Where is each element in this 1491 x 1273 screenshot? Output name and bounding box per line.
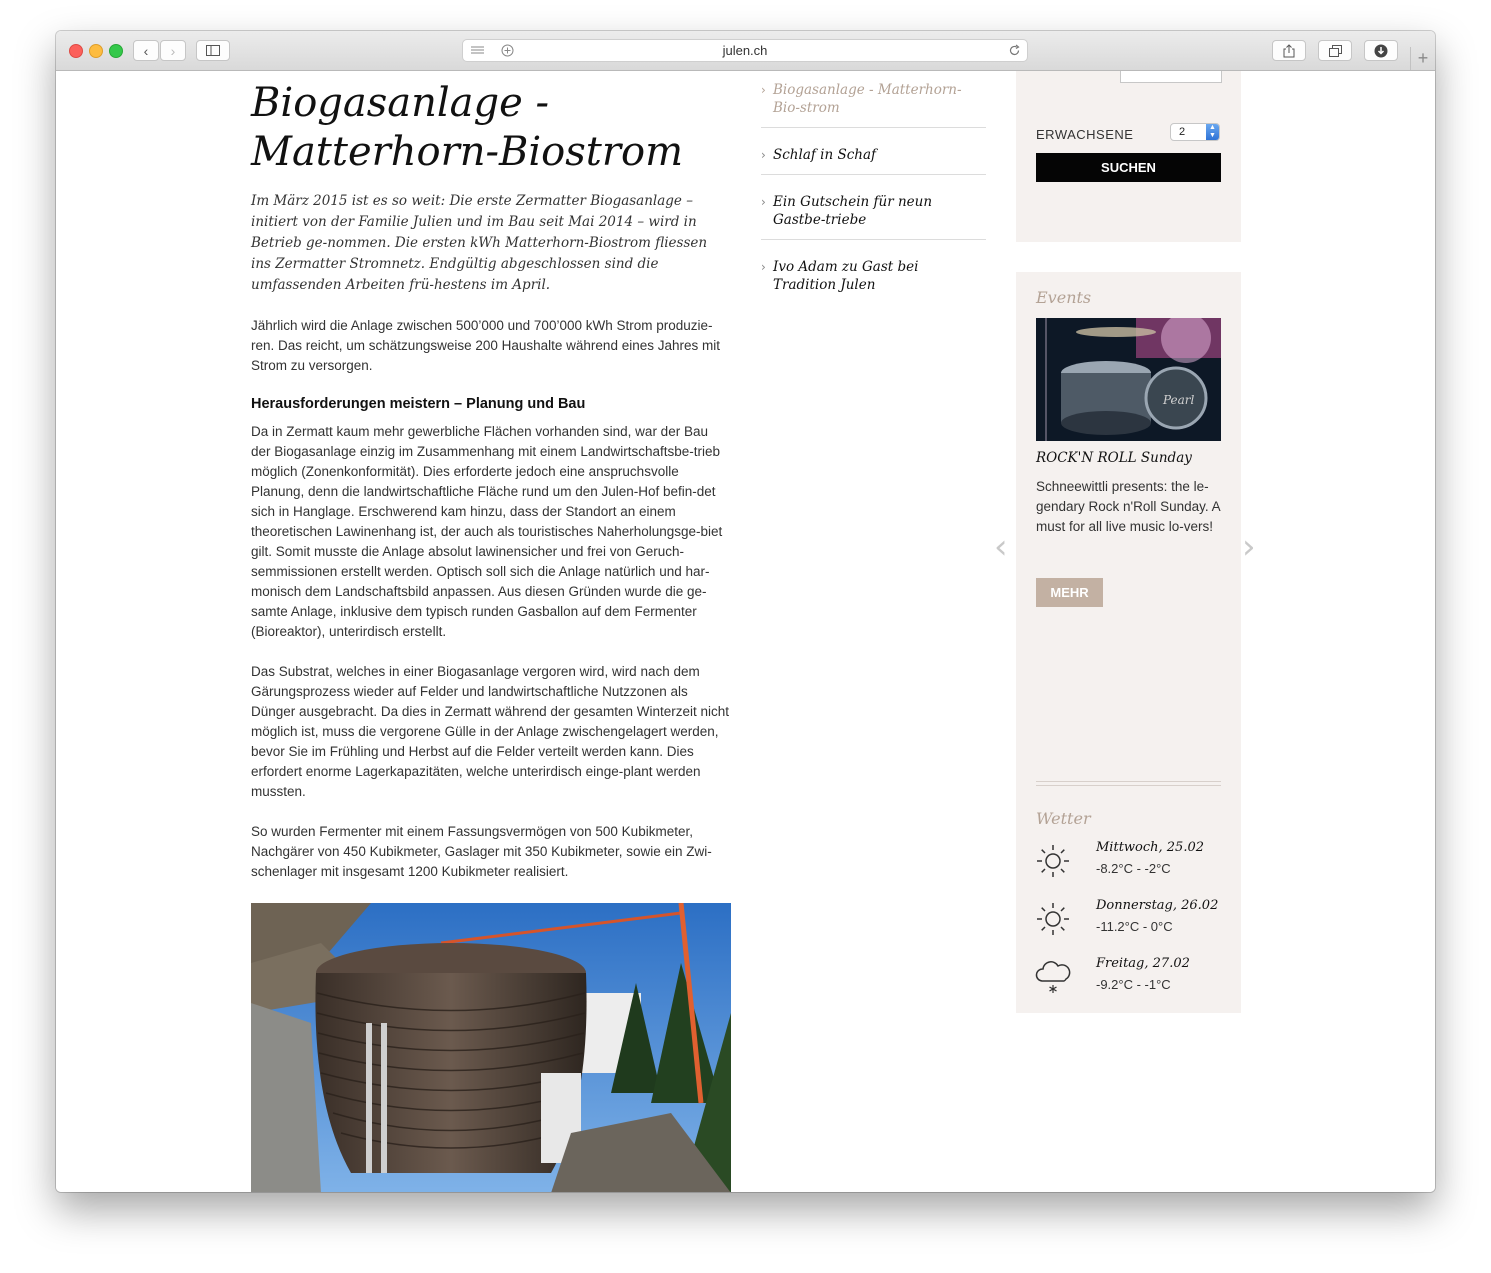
related-article-label: Ein Gutschein für neun Gastbe-triebe <box>773 194 933 228</box>
event-description: Schneewittli presents: the le-gendary Rock n'Roll Sunday. A must for all live music lo-vers! <box>1036 479 1220 534</box>
article-title: Biogasanlage - Matterhorn-Biostrom <box>251 80 683 175</box>
weather-heading: Wetter <box>1036 809 1091 828</box>
sidebar-button[interactable] <box>196 40 230 61</box>
adults-stepper[interactable] <box>1170 123 1220 141</box>
stepper-arrows-icon: ▲ ▼ <box>1206 124 1219 140</box>
event-title[interactable]: ROCK'N ROLL Sunday <box>1036 450 1192 466</box>
url-text: julen.ch <box>722 43 768 58</box>
more-button[interactable]: MEHR <box>1036 578 1103 607</box>
chevron-right-icon: › <box>761 83 766 97</box>
section-divider <box>1036 781 1221 786</box>
event-drum-photo[interactable] <box>1036 318 1221 441</box>
adults-label: ERWACHSENE <box>1036 127 1134 142</box>
weather-temperature: -8.2°C - -2°C <box>1096 861 1171 876</box>
zoom-window-button[interactable] <box>109 44 123 58</box>
back-button[interactable] <box>133 40 159 61</box>
booking-panel <box>1016 71 1241 242</box>
article-paragraph: Das Substrat, welches in einer Biogasanlage vergoren wird, wird nach dem Gärungsprozess wieder auf Felder und landwirtschaftliche Nutzzonen als Dünger ausgebracht. Da dies in Zermatt während der gesamten Winterzeit nicht möglich ist, muss die vergorene Gülle in der Anlage zwischengelagert werden, bevor Sie im Frühling und Herbst auf die Felder verteilt werden kann. Dies erfordert enorme Lagerkapazitäten, welche unterirdisch einge-plant werden mussten. <box>251 664 729 799</box>
article-paragraph: Jährlich wird die Anlage zwischen 500’000 und 700’000 kWh Strom produzie-ren. Das reicht, um schätzungsweise 200 Haushalte während eines Jahres mit Strom zu versorgen. <box>251 318 720 373</box>
related-article-item[interactable] <box>761 79 986 128</box>
close-window-button[interactable] <box>69 44 83 58</box>
download-icon <box>1374 44 1388 58</box>
article-paragraph: So wurden Fermenter mit einem Fassungsvermögen von 500 Kubikmeter, Nachgärer von 450 Kubikmeter, Gaslager mit 350 Kubikmeter, sowie ein Zwi-schenlager mit insgesamt 1200 Kubikmeter realisiert. <box>251 824 712 879</box>
reload-icon[interactable] <box>1008 44 1021 57</box>
chevron-right-icon: › <box>170 43 176 59</box>
article-subheading: Herausforderungen meistern – Planung und Bau <box>251 396 586 412</box>
weather-day-label: Mittwoch, 25.02 <box>1096 840 1205 855</box>
weather-temperature: -11.2°C - 0°C <box>1096 919 1173 934</box>
sun-icon <box>1034 842 1072 880</box>
related-articles-list <box>761 79 986 312</box>
arrival-date-field[interactable] <box>1120 71 1222 83</box>
minimize-window-button[interactable] <box>89 44 103 58</box>
related-article-item[interactable] <box>761 183 986 240</box>
sidebar-events-weather <box>994 272 1256 1013</box>
svg-text:Pearl: Pearl <box>1163 393 1195 407</box>
adults-value: 2 <box>1179 126 1186 138</box>
weather-day-label: Donnerstag, 26.02 <box>1096 898 1219 913</box>
new-tab-button[interactable] <box>1410 47 1435 70</box>
browser-toolbar <box>56 31 1435 71</box>
search-button[interactable]: SUCHEN <box>1036 153 1221 182</box>
sidebar-icon <box>206 45 220 56</box>
tabs-icon <box>1329 45 1342 57</box>
biogas-construction-photo <box>251 903 731 1192</box>
sun-icon <box>1034 900 1072 938</box>
address-bar[interactable] <box>462 39 1028 62</box>
article-lead: Im März 2015 ist es so weit: Die erste Zermatter Biogasanlage – initiert von der Familie Julien und im Bau seit Mai 2014 – wird in Betrieb ge-nommen. Die ersten kWh Matterhorn-Biostrom fliessen ins Zermatter Stromnetz. Endgültig abgeschlossen sind die umfassenden Arbeiten frü-hestens im April. <box>251 193 708 293</box>
events-heading: Events <box>1036 288 1092 307</box>
next-event-arrow-icon[interactable]: › <box>1242 527 1256 567</box>
weather-temperature: -9.2°C - -1°C <box>1096 977 1171 992</box>
related-article-label: Biogasanlage - Matterhorn-Bio-strom <box>773 82 962 116</box>
article-paragraph: Da in Zermatt kaum mehr gewerbliche Flächen vorhanden sind, war der Bau der Biogasanlage einzig im Zusammenhang mit einem Landwirtschaftsbe-trieb möglich (Zonenkonformität). Dies erforderte jedoch eine anspruchsvolle Planung, denn die landwirtschaftliche Fläche rund um den Julen-Hof befin-det sich in Hanglage. Erschwerend kam hinzu, dass der Standort an einem theoretischen Lawinenhang ist, der auch als touristisches Naherholungsge-biet gilt. Somit musste die Anlage absolut lawinensicher und frei von Geruch-semmissionen erstellt werden. Optisch soll sich die Anlage natürlich und har-monisch dem Landschaftsbild anpassen. Aus diesen Gründen wurde die ge-samte Anlage, inklusive dem typisch runden Gasballon auf dem Fermenter (Bioreaktor), unterirdisch erstellt. <box>251 424 723 639</box>
previous-event-arrow-icon[interactable]: ‹ <box>994 527 1008 567</box>
chevron-right-icon: › <box>761 260 766 274</box>
share-icon <box>1283 44 1295 58</box>
plus-icon: + <box>1417 48 1429 68</box>
chevron-right-icon: › <box>761 195 766 209</box>
chevron-left-icon: ‹ <box>143 43 149 59</box>
related-article-label: Ivo Adam zu Gast bei Tradition Julen <box>773 259 919 293</box>
tabs-overview-button[interactable] <box>1318 40 1352 61</box>
share-button[interactable] <box>1272 40 1306 61</box>
related-article-label: Schlaf in Schaf <box>773 147 877 163</box>
related-article-item[interactable] <box>761 248 986 304</box>
snow-cloud-icon <box>1034 957 1072 995</box>
chevron-right-icon: › <box>761 148 766 162</box>
page-viewport <box>56 71 1435 1192</box>
forward-button[interactable] <box>160 40 186 61</box>
downloads-button[interactable] <box>1364 40 1398 61</box>
weather-day-label: Freitag, 27.02 <box>1096 956 1190 971</box>
browser-window <box>56 31 1435 1192</box>
related-article-item[interactable] <box>761 136 986 175</box>
